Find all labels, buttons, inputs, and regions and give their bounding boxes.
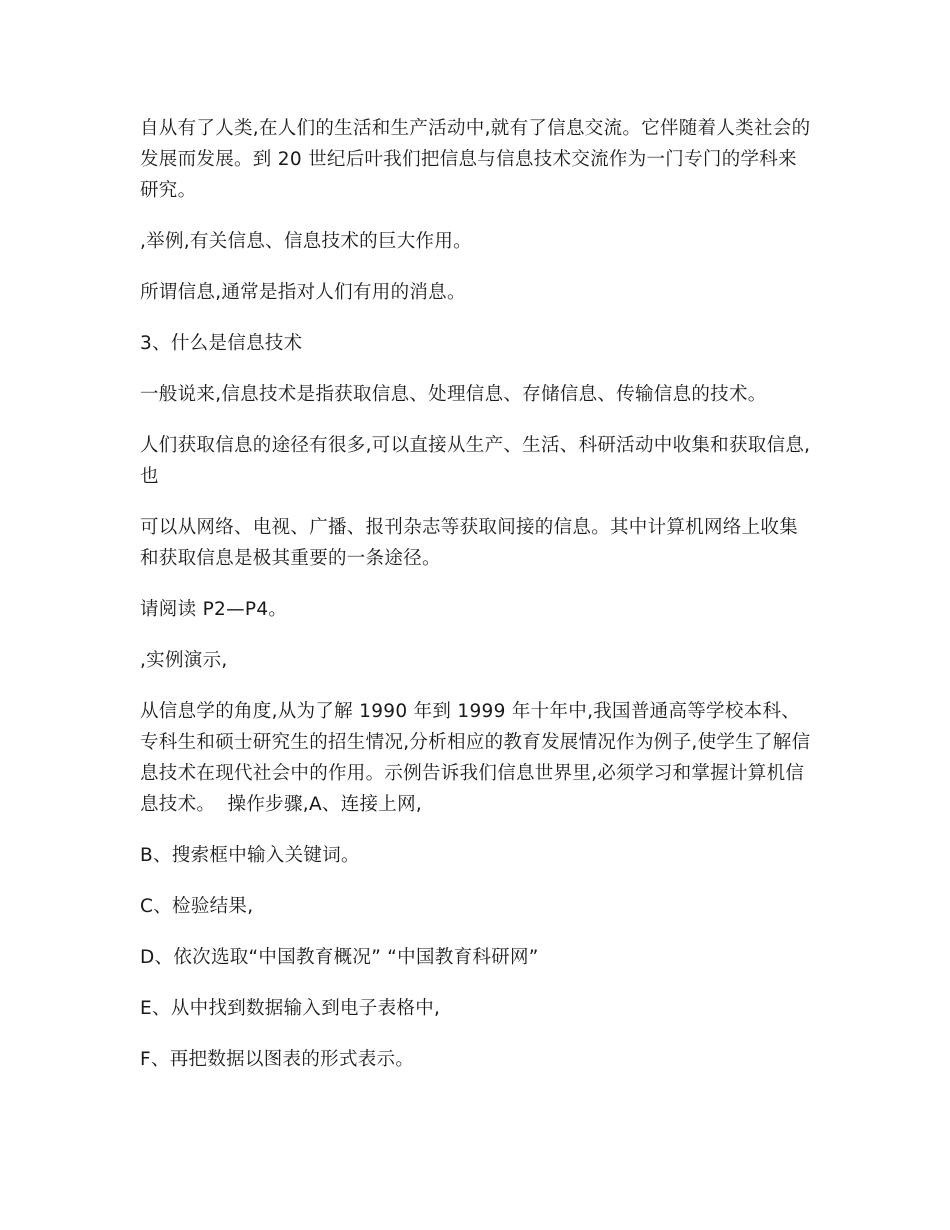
paragraph-example-note: ,举例,有关信息、信息技术的巨大作用。 (140, 231, 472, 252)
paragraph-demo-heading: ,实例演示, (140, 650, 228, 671)
step-c: C、检验结果, (140, 896, 254, 917)
step-e: E、从中找到数据输入到电子表格中, (140, 998, 441, 1019)
paragraph-it-definition: 一般说来,信息技术是指获取信息、处理信息、存储信息、传输信息的技术。 (140, 384, 767, 405)
paragraph-intro: 自从有了人类,在人们的生活和生产活动中,就有了信息交流。它伴随着人类社会的发展而发展。到 20 世纪后叶我们把信息与信息技术交流作为一门专门的学科来研究。 (140, 118, 811, 201)
paragraph-info-definition: 所谓信息,通常是指对人们有用的消息。 (140, 282, 466, 303)
step-d: D、依次选取“中国教育概况” “中国教育科研网” (140, 947, 539, 968)
paragraph-info-channels: 人们获取信息的途径有很多,可以直接从生产、生活、科研活动中收集和获取信息,也 (140, 435, 811, 487)
section-heading-info-technology: 3、什么是信息技术 (140, 333, 303, 354)
paragraph-reading-assignment: 请阅读 P2—P4。 (140, 599, 288, 620)
document-body (140, 113, 812, 1095)
paragraph-demo-description: 从信息学的角度,从为了解 1990 年到 1999 年十年中,我国普通高等学校本科、专科生和硕士研究生的招生情况,分析相应的教育发展情况作为例子,使学生了解信息技术在现代社会中的作用。示例告诉我们信息世界里,必须学习和掌握计算机信息技术。 操作步骤,A、连接上网, (140, 701, 811, 815)
paragraph-network-channels: 可以从网络、电视、广播、报刊杂志等获取间接的信息。其中计算机网络上收集和获取信息是极其重要的一条途径。 (140, 517, 799, 569)
step-f: F、再把数据以图表的形式表示。 (140, 1049, 415, 1070)
step-b: B、搜索框中输入关键词。 (140, 845, 360, 866)
